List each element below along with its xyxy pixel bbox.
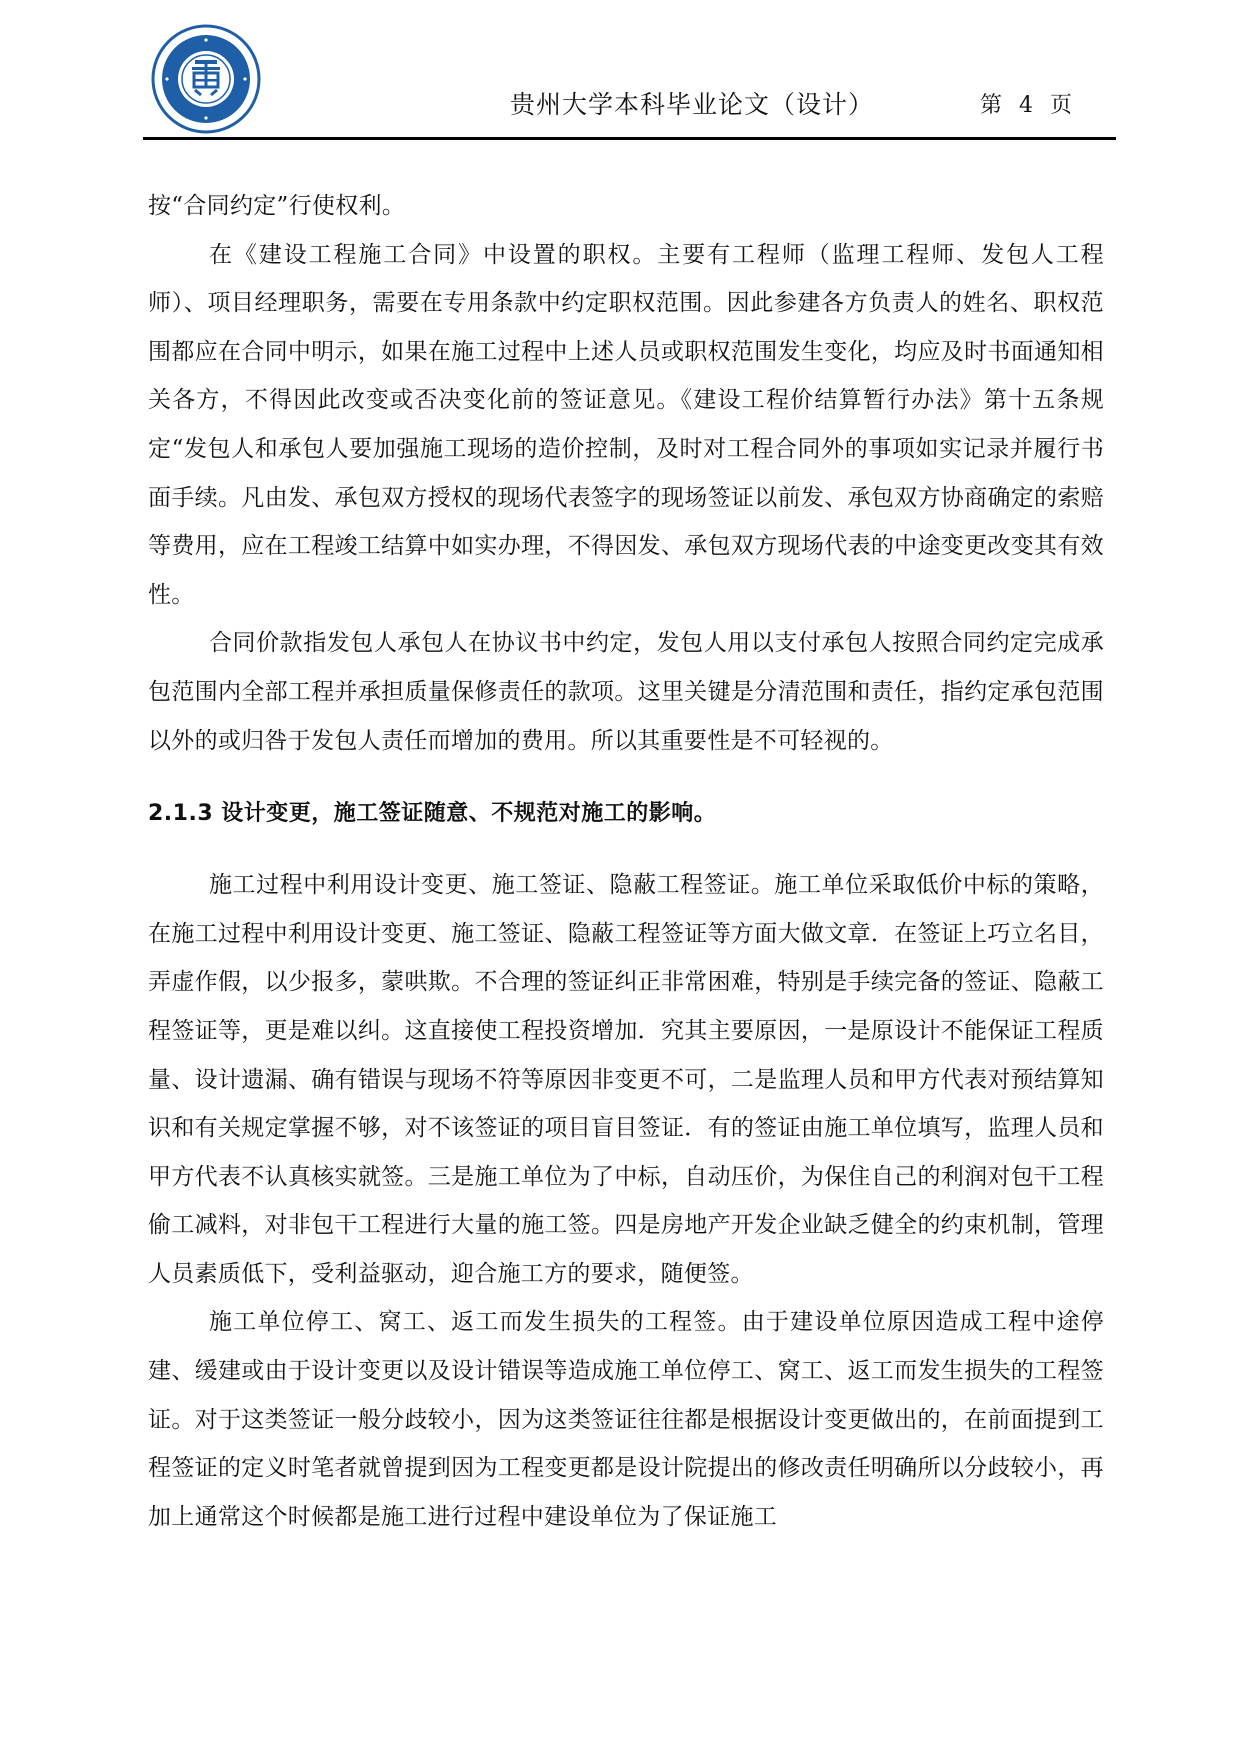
document-header-title: 贵州大学本科毕业论文（设计） <box>510 90 875 119</box>
header-divider <box>143 137 1116 140</box>
page-prefix: 第 <box>980 93 1003 118</box>
paragraph-4: 施工过程中利用设计变更、施工签证、隐蔽工程签证。施工单位采取低价中标的策略，在施工过程中利用设计变更、施工签证、隐蔽工程签证等方面大做文章．在签证上巧立名目，弄虚作假，以少报多，蒙哄欺。不合理的签证纠正非常困难，特别是手续完备的签证、隐蔽工程签证等，更是难以纠。这直接使工程投资增加．究其主要原因，一是原设计不能保证工程质量、设计遗漏、确有错误与现场不符等原因非变更不可，二是监理人员和甲方代表对预结算知识和有关规定掌握不够，对不该签证的项目盲目签证．有的签证由施工单位填写，监理人员和甲方代表不认真核实就签。三是施工单位为了中标，自动压价，为保住自己的利润对包干工程偷工减料，对非包干工程进行大量的施工签。四是房地产开发企业缺乏健全的约束机制，管理人员素质低下，受利益驱动，迎合施工方的要求，随便签。 <box>148 872 1104 1287</box>
paragraph-2: 在《建设工程施工合同》中设置的职权。主要有工程师（监理工程师、发包人工程师）、项目经理职务，需要在专用条款中约定职权范围。因此参建各方负责人的姓名、职权范围都应在合同中明示，如果在施工过程中上述人员或职权范围发生变化，均应及时书面通知相关各方，不得因此改变或否决变化前的签证意见。《建设工程价结算暂行办法》第十五条规定“发包人和承包人要加强施工现场的造价控制，及时对工程合同外的事项如实记录并履行书面手续。凡由发、承包双方授权的现场代表签字的现场签证以前发、承包双方协商确定的索赔等费用，应在工程竣工结算中如实办理，不得因发、承包双方现场代表的中途变更改变其有效性。 <box>148 241 1104 608</box>
page-number: 4 <box>1019 93 1034 118</box>
page-number-label <box>980 91 1072 121</box>
document-body <box>148 182 1104 1541</box>
paragraph-5: 施工单位停工、窝工、返工而发生损失的工程签。由于建设单位原因造成工程中途停建、缓建或由于设计变更以及设计错误等造成施工单位停工、窝工、返工而发生损失的工程签证。对于这类签证一般分歧较小，因为这类签证往往都是根据设计变更做出的，在前面提到工程签证的定义时笔者就曾提到因为工程变更都是设计院提出的修改责任明确所以分歧较小，再加上通常这个时候都是施工进行过程中建设单位为了保证施工 <box>148 1309 1104 1530</box>
paragraph-3: 合同价款指发包人承包人在协议书中约定，发包人用以支付承包人按照合同约定完成承包范围内全部工程并承担质量保修责任的款项。这里关键是分清范围和责任，指约定承包范围以外的或归咎于发包人责任而增加的费用。所以其重要性是不可轻视的。 <box>148 630 1104 754</box>
paragraph-1: 按“合同约定”行使权利。 <box>148 193 406 219</box>
page-suffix: 页 <box>1050 93 1073 118</box>
university-seal-icon <box>151 24 261 134</box>
section-heading: 2.1.3 设计变更，施工签证随意、不规范对施工的影响。 <box>148 801 717 827</box>
university-seal-logo <box>151 24 261 134</box>
